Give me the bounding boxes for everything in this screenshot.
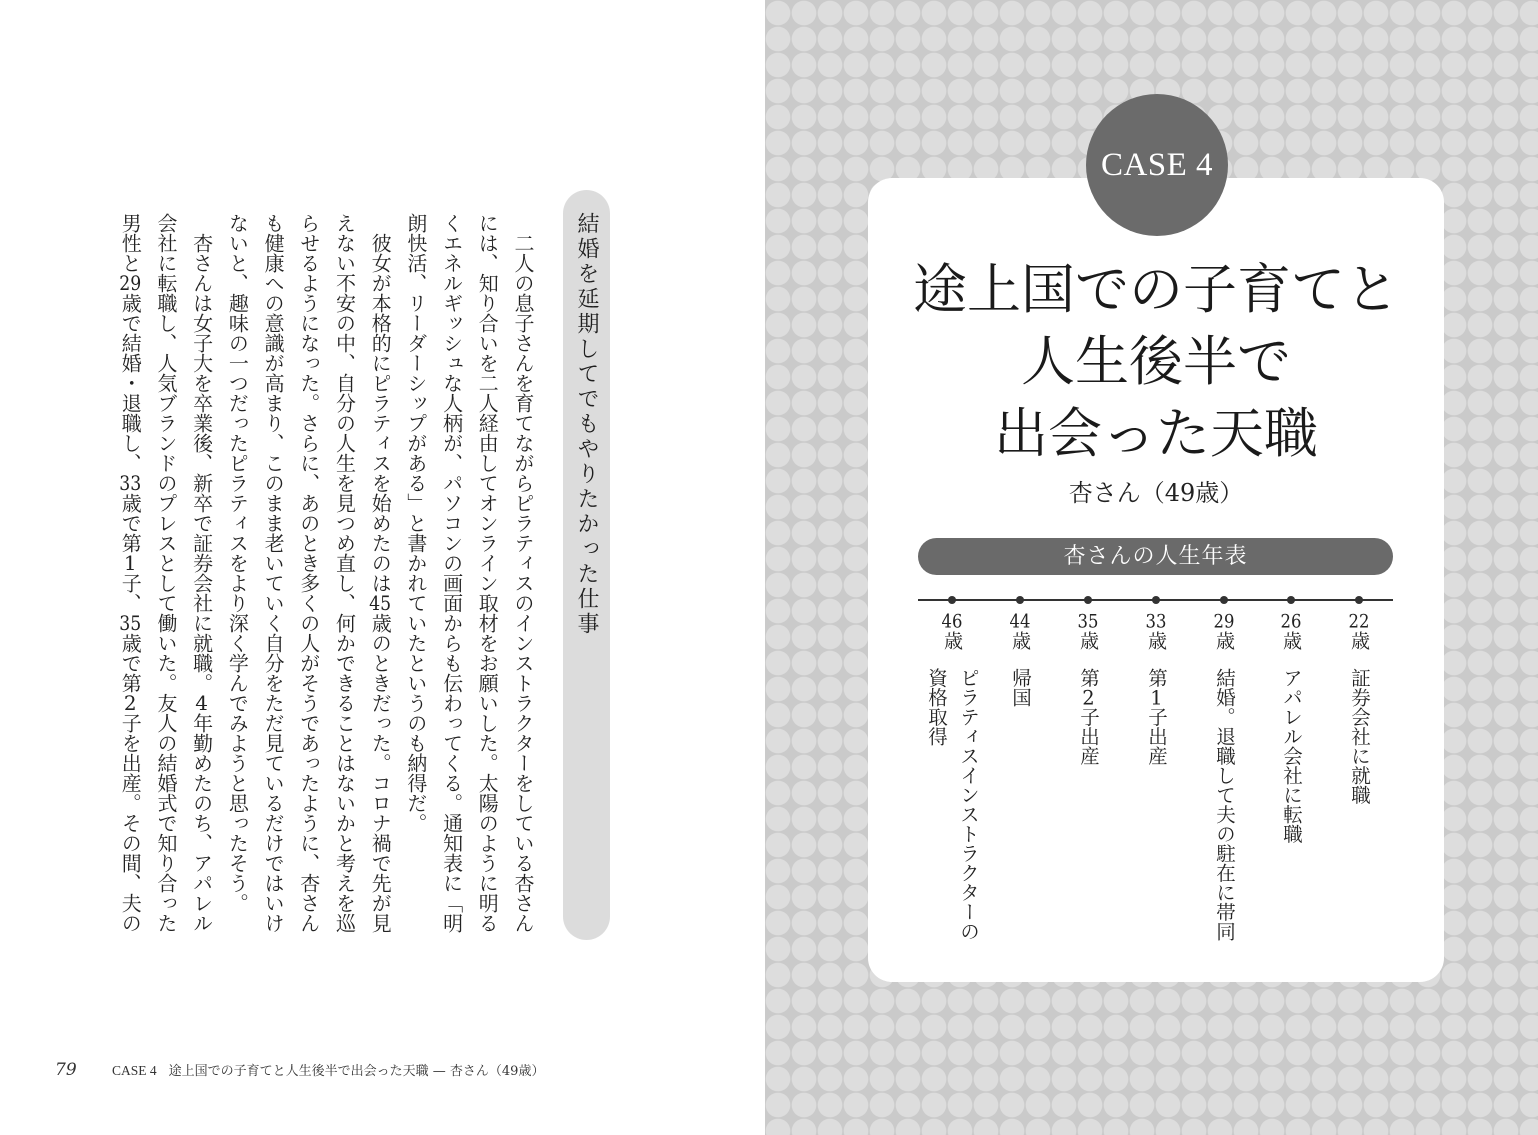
timeline-item: [1190, 596, 1258, 948]
section-heading: 結婚を延期してでもやりたかった仕事: [574, 212, 599, 637]
timeline-age: 33歳: [1145, 612, 1167, 650]
case-badge-label: CASE 4: [1100, 146, 1214, 183]
timeline-event: 証券会社に就職: [1348, 668, 1371, 805]
body-text: [110, 213, 540, 943]
timeline-item: [1054, 596, 1122, 948]
upright-digits: 2: [1082, 687, 1095, 707]
chapter-title-line: 出会った天職: [994, 402, 1318, 465]
timeline-item: [918, 596, 986, 948]
timeline-age: 29歳: [1213, 612, 1235, 650]
upright-digits: 1: [1150, 687, 1163, 707]
chapter-title-line: 途上国での子育てと: [913, 258, 1399, 321]
timeline-age: 44歳: [1009, 612, 1031, 650]
timeline-event: 帰国: [1009, 668, 1032, 707]
body-column: くエネルギッシュな人柄が、パソコンの画面からも伝わってくる。通知表に「明: [439, 213, 464, 933]
body-column: 会社に転職し、人気ブランドのプレスとして働いた。友人の結婚式で知り合った: [153, 213, 178, 933]
timeline-age: 22歳: [1348, 612, 1370, 650]
body-column: も健康への意識が高まり、このまま老いていく自分をただ見ているだけではいけ: [261, 213, 286, 933]
timeline-dot: [1084, 596, 1092, 604]
upright-digits: 44: [1009, 612, 1031, 631]
upright-digits: 26: [1280, 612, 1302, 631]
upright-digits: 29: [119, 273, 142, 293]
timeline-age: 26歳: [1280, 612, 1302, 650]
timeline-age: 35歳: [1077, 612, 1099, 650]
upright-digits: 33: [1145, 612, 1167, 631]
person-name-age: 杏さん（49歳）: [1068, 479, 1244, 507]
timeline-item: [1122, 596, 1190, 948]
timeline-event: アパレル会社に転職: [1280, 668, 1303, 844]
timeline-dot: [1152, 596, 1160, 604]
section-heading-bar: [563, 190, 610, 940]
timeline-dot: [1016, 596, 1024, 604]
body-column: 杏さんは女子大を卒業後、新卒で証券会社に就職。4年勤めたのち、アパレル: [189, 233, 214, 933]
chapter-title: [868, 254, 1444, 470]
upright-digits: 35: [1077, 612, 1099, 631]
upright-digits: 2: [123, 693, 137, 713]
body-column: ないと、趣味の一つだったピラティスをより深く学んでみようと思ったそう。: [225, 213, 250, 913]
upright-digits: 33: [119, 473, 142, 493]
timeline-dot: [1287, 596, 1295, 604]
timeline-item: [1257, 596, 1325, 948]
timeline-event: 第1子出産: [1145, 668, 1168, 766]
footer-chapter-title: 途上国での子育てと人生後半で出会った天職 — 杏さん（49歳）: [168, 1064, 545, 1079]
body-column: 彼女が本格的にピラティスを始めたのは45歳のときだった。コロナ禍で先が見: [368, 233, 393, 933]
timeline-age: 46歳: [941, 612, 963, 650]
upright-digits: 4: [195, 693, 209, 713]
upright-digits: 45: [369, 593, 392, 613]
upright-digits: 22: [1348, 612, 1370, 631]
timeline-item: [1325, 596, 1393, 948]
body-column: には、知り合いを二人経由してオンライン取材をお願いした。太陽のように明る: [475, 213, 500, 933]
body-column: らせるようになった。さらに、あのとき多くの人がそうであったように、杏さん: [296, 213, 321, 933]
upright-digits: 29: [1213, 612, 1235, 631]
footer-case-label: CASE 4: [112, 1063, 157, 1078]
upright-digits: 35: [119, 613, 142, 633]
timeline-item: [986, 596, 1054, 948]
body-column: 男性と29歳で結婚・退職し、33歳で第1子、35歳で第2子を出産。その間、夫の: [118, 213, 143, 933]
body-column: 二人の息子さんを育てながらピラティスのインストラクターをしている杏さん: [511, 233, 535, 933]
timeline-event: ピラティスインストラクターの資格取得: [925, 668, 980, 941]
timeline-dot: [948, 596, 956, 604]
timeline-title-pill: 杏さんの人生年表: [918, 538, 1393, 575]
timeline-event: 結婚。退職して夫の駐在に帯同: [1213, 668, 1236, 941]
chapter-title-line: 人生後半で: [1021, 330, 1291, 393]
running-footer: [55, 1060, 544, 1080]
page-number: 79: [55, 1060, 77, 1080]
upright-digits: 1: [123, 553, 137, 573]
body-column: えない不安の中、自分の人生を見つめ直し、何かできることはないかと考えを巡: [332, 213, 357, 933]
upright-digits: 46: [941, 612, 963, 631]
left-page: [0, 0, 765, 1135]
case-badge: [1086, 94, 1228, 236]
timeline-dot: [1220, 596, 1228, 604]
timeline-dot: [1355, 596, 1363, 604]
timeline-event: 第2子出産: [1077, 668, 1100, 766]
body-column: 朗快活、リーダーシップがある」と書かれていたというのも納得だ。: [403, 213, 428, 833]
